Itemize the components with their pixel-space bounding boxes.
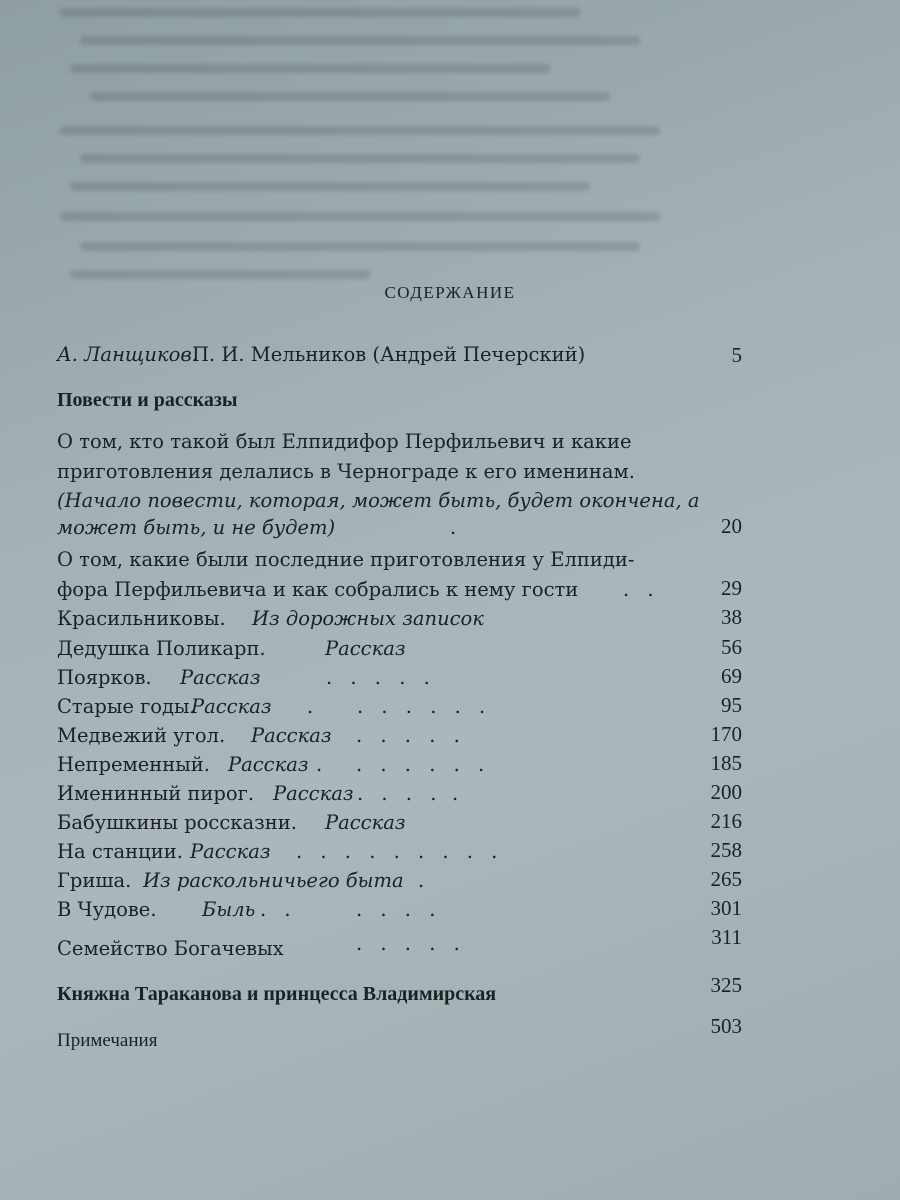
leader-dots: .	[452, 782, 465, 805]
entry-title: Семейство Богачевых	[57, 937, 284, 960]
leader-dots: . . . .	[357, 782, 443, 805]
story-2-line-1: О том, какие были последние приготовления у Елпиди-	[57, 548, 635, 571]
entry-title: Дедушка Поликарп.	[57, 637, 266, 660]
entry-title: Непременный.	[57, 753, 210, 776]
bleed-through-text	[0, 0, 900, 300]
entry-page: 95	[721, 693, 742, 717]
leader-dots: .	[450, 516, 457, 539]
story-1-line-4: может быть, и не будет)	[57, 516, 336, 539]
intro-title: П. И. Мельников (Андрей Печерский)	[192, 343, 586, 366]
entry-subtitle: Рассказ	[251, 724, 332, 747]
entry-subtitle: Быль	[202, 898, 256, 921]
section-heading-novel: Княжна Тараканова и принцесса Владимирская	[57, 983, 497, 1005]
story-1-line-3: (Начало повести, которая, может быть, будет окончена, а	[57, 489, 700, 512]
entry-title: Именинный пирог.	[57, 782, 255, 805]
novel-page: 325	[710, 973, 742, 997]
entry-title: В Чудове.	[57, 898, 157, 921]
leader-dots: . . . . .	[326, 666, 436, 689]
entry-page: 301	[710, 896, 742, 920]
story-1-line-2: приготовления делались в Чернограде к его именинам.	[57, 460, 635, 483]
entry-subtitle: Рассказ	[273, 782, 354, 805]
story-1-line-1: О том, кто такой был Елпидифор Перфильевич и какие	[57, 430, 632, 453]
leader-dots: . . . . . .	[357, 695, 492, 718]
entry-page: 170	[710, 722, 742, 746]
section-heading-stories: Повести и рассказы	[57, 389, 238, 411]
entry-page: 200	[710, 780, 742, 804]
leader-dots: .	[307, 695, 320, 718]
leader-dots: . . . . . . . . .	[296, 840, 504, 863]
entry-title: Поярков.	[57, 666, 152, 689]
entry-subtitle: Из раскольничьего быта	[143, 869, 404, 892]
entry-page: 38	[721, 605, 742, 629]
story-1-page: 20	[721, 514, 742, 538]
leader-dots: . . . . . .	[356, 753, 491, 776]
entry-page: 56	[721, 635, 742, 659]
entry-subtitle: Рассказ	[325, 811, 406, 834]
entry-title: Красильниковы.	[57, 607, 226, 630]
entry-page: 258	[710, 838, 742, 862]
entry-title: Бабушкины россказни.	[57, 811, 297, 834]
leader-dots: . . . . .	[356, 932, 466, 955]
leader-dots: .	[316, 753, 329, 776]
entry-subtitle: Из дорожных записок	[252, 607, 484, 630]
notes-title: Примечания	[57, 1030, 158, 1051]
entry-page: 311	[711, 925, 742, 949]
entry-page: 69	[721, 664, 742, 688]
leader-dots: .	[418, 869, 431, 892]
entry-title: Старые годы.	[57, 695, 196, 718]
leader-dots: . . . .	[356, 898, 442, 921]
story-2-page: 29	[721, 576, 742, 600]
story-2-line-2: фора Перфильевича и как собрались к нему гости	[57, 578, 579, 601]
entry-page: 216	[710, 809, 742, 833]
entry-subtitle: Рассказ	[190, 840, 271, 863]
entry-subtitle: Рассказ	[180, 666, 261, 689]
intro-page: 5	[731, 343, 742, 367]
entry-subtitle: Рассказ	[228, 753, 309, 776]
entry-title: На станции.	[57, 840, 183, 863]
page-title: СОДЕРЖАНИЕ	[384, 283, 516, 302]
notes-page: 503	[710, 1014, 742, 1038]
entry-page: 265	[710, 867, 742, 891]
leader-dots: . .	[623, 578, 660, 601]
entry-title: Гриша.	[57, 869, 132, 892]
intro-author: А. Ланщиков.	[57, 343, 198, 366]
entry-page: 185	[710, 751, 742, 775]
leader-dots: . . . . .	[356, 724, 466, 747]
entry-subtitle: Рассказ	[325, 637, 406, 660]
entry-subtitle: Рассказ	[191, 695, 272, 718]
leader-dots: . .	[260, 898, 297, 921]
entry-title: Медвежий угол.	[57, 724, 226, 747]
